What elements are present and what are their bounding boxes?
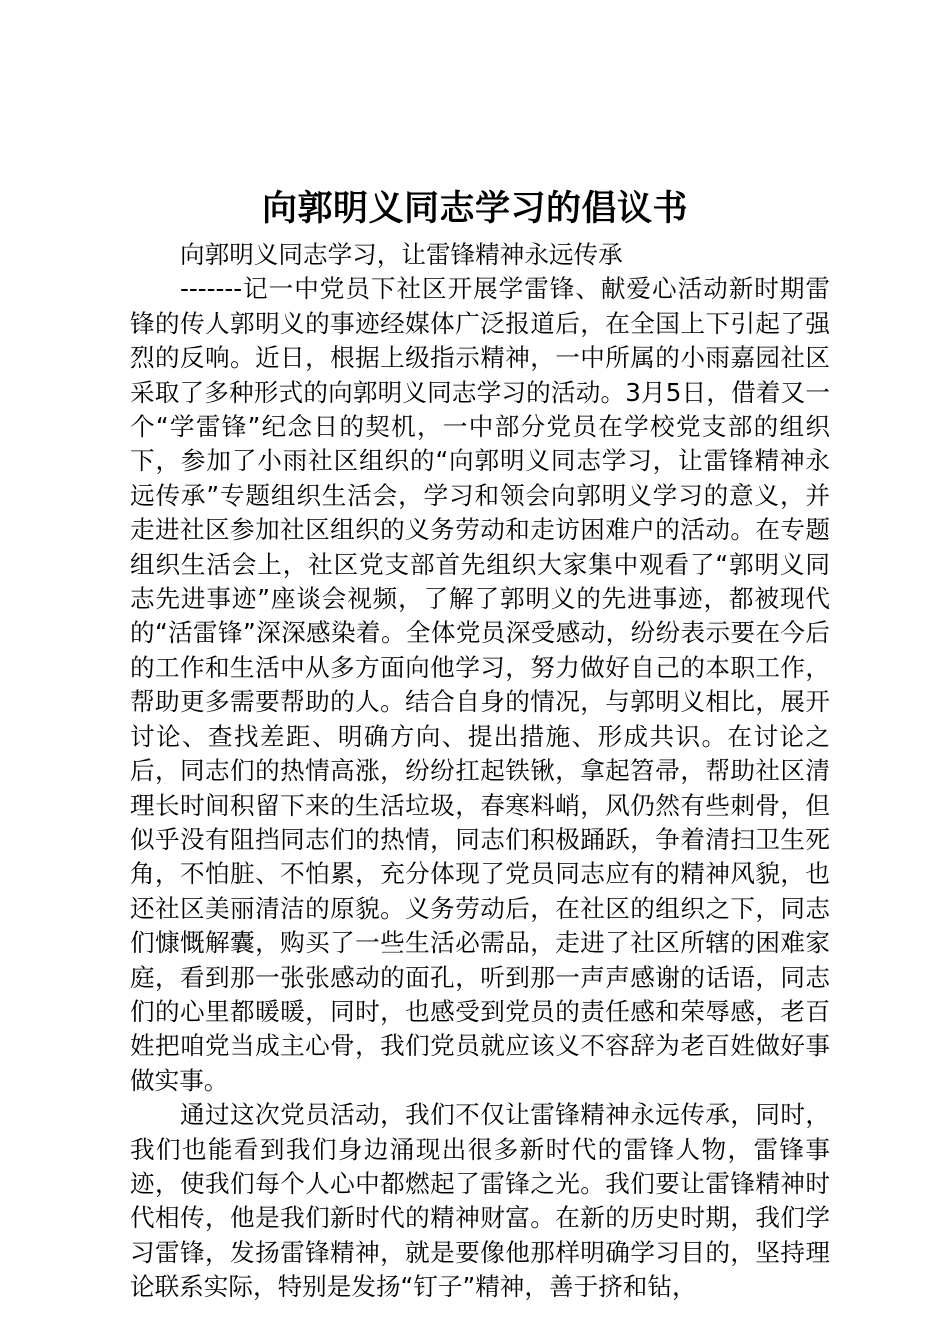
body-paragraph: 通过这次党员活动，我们不仅让雷锋精神永远传承，同时，我们也能看到我们身边涌现出很多新时代的雷锋人物，雷锋事迹，使我们每个人心中都燃起了雷锋之光。我们要让雷锋精神时代相传，他是我们新时代的精神财富。在新的历史时期，我们学习雷锋，发扬雷锋精神，就是要像他那样明确学习目的，坚持理论联系实际，特别是发扬“钉子”精神，善于挤和钻， [130,1100,830,1302]
body-paragraph: -------记一中党员下社区开展学雷锋、献爱心活动新时期雷锋的传人郭明义的事迹经媒体广泛报道后，在全国上下引起了强烈的反响。近日，根据上级指示精神，一中所属的小雨嘉园社区采取了多种形式的向郭明义同志学习的活动。3月5日，借着又一个“学雷锋”纪念日的契机，一中部分党员在学校党支部的组织下，参加了小雨社区组织的“向郭明义同志学习，让雷锋精神永远传承”专题组织生活会，学习和领会向郭明义学习的意义，并走进社区参加社区组织的义务劳动和走访困难户的活动。在专题组织生活会上，社区党支部首先组织大家集中观看了“郭明义同志先进事迹”座谈会视频，了解了郭明义的先进事迹，都被现代的“活雷锋”深深感染着。全体党员深受感动，纷纷表示要在今后的工作和生活中从多方面向他学习，努力做好自己的本职工作，帮助更多需要帮助的人。结合自身的情况，与郭明义相比，展开讨论、查找差距、明确方向、提出措施、形成共识。在讨论之后，同志们的热情高涨，纷纷扛起铁锹，拿起笤帚，帮助社区清理长时间积留下来的生活垃圾，春寒料峭，风仍然有些刺骨，但似乎没有阻挡同志们的热情，同志们积极踊跃，争着清扫卫生死角，不怕脏、不怕累，充分体现了党员同志应有的精神风貌，也还社区美丽清洁的原貌。义务劳动后，在社区的组织之下，同志们慷慨解囊，购买了一些生活必需品，走进了社区所辖的困难家庭，看到那一张张感动的面孔，听到那一声声感谢的话语，同志们的心里都暖暖，同时，也感受到党员的责任感和荣辱感，老百姓把咱党当成主心骨，我们党员就应该义不容辞为老百姓做好事做实事。 [130,274,830,1095]
subtitle-paragraph: 向郭明义同志学习，让雷锋精神永远传承 [180,240,623,269]
document-body [130,238,830,1305]
document-title: 向郭明义同志学习的倡议书 [261,188,688,229]
